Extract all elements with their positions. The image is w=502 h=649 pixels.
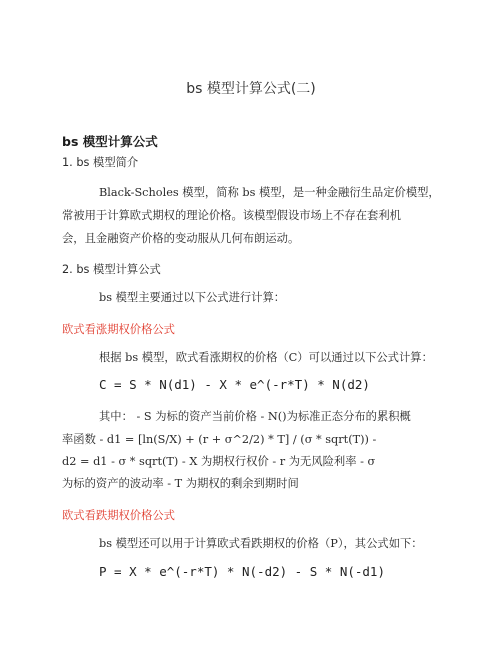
call-formula: C = S * N(d1) - X * e^(-r*T) * N(d2) [99,377,370,392]
where-line-3: d2 = d1 - σ * sqrt(T) - X 为期权行权价 - r 为无风险利率 - σ [62,455,376,468]
section2-heading: 2. bs 模型计算公式 [62,263,161,276]
main-heading: bs 模型计算公式 [62,134,158,149]
section1-heading: 1. bs 模型简介 [62,156,139,169]
where-line-2: 率函数 - d1 = [ln(S/X) + (r + σ^2/2) * T] / (σ * sqrt(T)) - [62,433,377,446]
s2-intro: bs 模型主要通过以下公式进行计算： [99,291,286,304]
where-line-4: 为标的资产的波动率 - T 为期权的剩余到期时间 [62,477,299,490]
s1-paragraph-line-2: 常被用于计算欧式期权的理论价格。该模型假设市场上不存在套利机 [62,209,401,222]
put-intro: bs 模型还可以用于计算欧式看跌期权的价格（P），其公式如下： [99,537,423,550]
where-line-1: 其中： - S 为标的资产当前价格 - N()为标准正态分布的累积概 [99,410,411,423]
s1-paragraph-line-1: Black-Scholes 模型，简称 bs 模型，是一种金融衍生品定价模型， [99,186,440,199]
put-heading: 欧式看跌期权价格公式 [62,509,175,522]
s1-paragraph-line-3: 会，且金融资产价格的变动服从几何布朗运动。 [62,232,300,245]
put-formula: P = X * e^(-r*T) * N(-d2) - S * N(-d1) [99,564,385,579]
call-heading: 欧式看涨期权价格公式 [62,323,175,336]
call-intro: 根据 bs 模型，欧式看涨期权的价格（C）可以通过以下公式计算： [99,351,433,364]
document-title: bs 模型计算公式(二) [186,81,316,97]
